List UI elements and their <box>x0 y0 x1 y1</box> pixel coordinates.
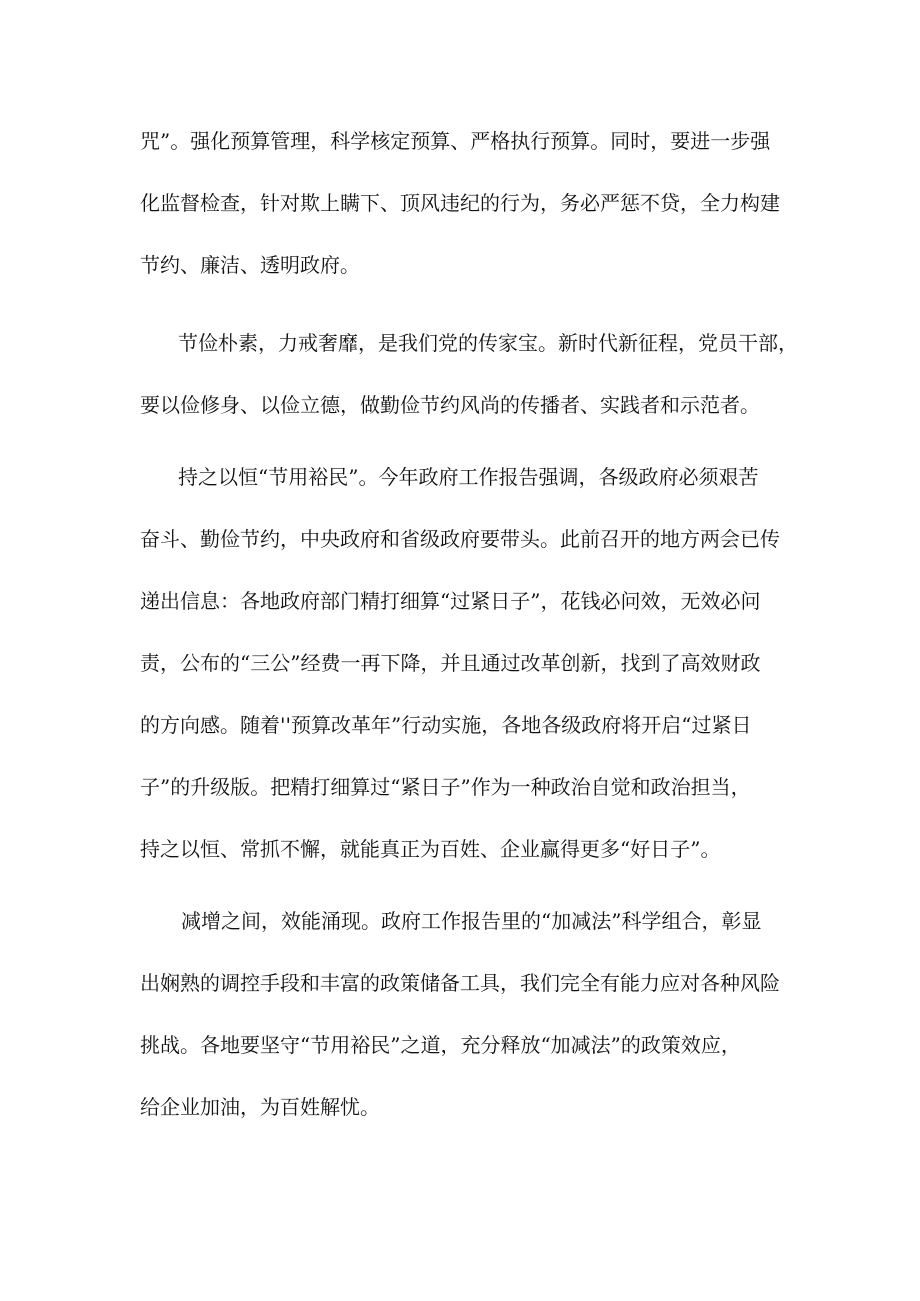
paragraph-2-line-2: 要以俭修身、以俭立德，做勤俭节约风尚的传播者、实践者和示范者。 <box>140 393 760 417</box>
paragraph-1-line-2: 化监督检查，针对欺上瞒下、顶风违纪的行为，务必严惩不贷，全力构建 <box>140 191 780 215</box>
paragraph-3-line-2: 奋斗、勤俭节约，中央政府和省级政府要带头。此前召开的地方两会已传 <box>140 527 780 551</box>
paragraph-4-line-4: 给企业加油，为百姓解忧。 <box>140 1095 380 1119</box>
paragraph-3-line-5: 的方向感。随着''预算改革年”行动实施，各地各级政府将开启“过紧日 <box>140 713 752 737</box>
paragraph-1-line-1: 咒”。强化预算管理，科学核定预算、严格执行预算。同时，要进一步强 <box>140 129 771 153</box>
paragraph-4-line-2: 出娴熟的调控手段和丰富的政策储备工具，我们完全有能力应对各种风险 <box>140 971 780 995</box>
paragraph-3-line-3: 递出信息：各地政府部门精打细算“过紧日子”，花钱必问效，无效必问 <box>140 589 761 613</box>
paragraph-3-line-6: 子”的升级版。把精打细算过“紧日子”作为一种政治自觉和政治担当， <box>140 775 751 799</box>
paragraph-3-line-1: 持之以恒“节用裕民”。今年政府工作报告强调，各级政府必须艰苦 <box>178 465 759 489</box>
paragraph-3-line-4: 责，公布的“三公”经费一再下降，并且通过改革创新，找到了高效财政 <box>140 651 761 675</box>
paragraph-3-line-7: 持之以恒、常抓不懈，就能真正为百姓、企业赢得更多“好日子”。 <box>140 837 721 861</box>
paragraph-1-line-3: 节约、廉洁、透明政府。 <box>140 253 360 277</box>
paragraph-4-line-3: 挑战。各地要坚守“节用裕民”之道，充分释放“加减法”的政策效应， <box>140 1033 741 1057</box>
paragraph-4-line-1: 减增之间，效能涌现。政府工作报告里的“加减法”科学组合，彰显 <box>181 909 762 933</box>
paragraph-2-line-1: 节俭朴素，力戒奢靡，是我们党的传家宝。新时代新征程，党员干部， <box>178 331 798 355</box>
